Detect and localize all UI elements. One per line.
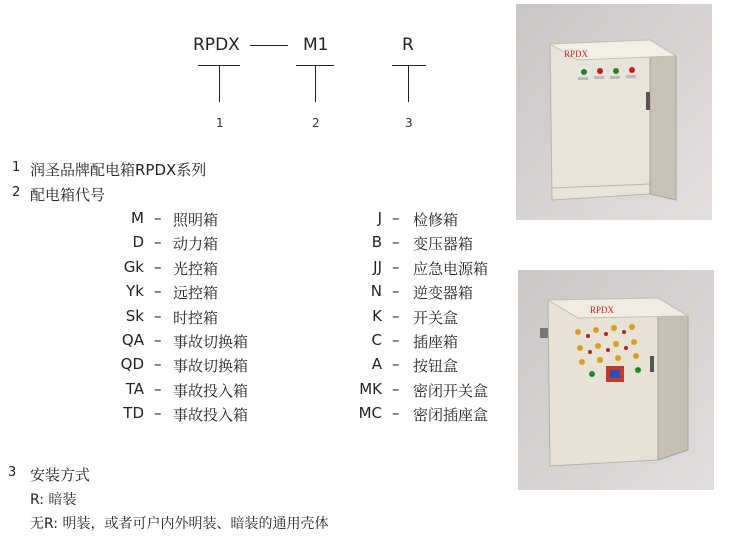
- type-label: 密闭开关盒: [413, 381, 489, 400]
- type-label: 变压器箱: [413, 235, 474, 254]
- type-dash: –: [392, 233, 400, 252]
- type-dash: –: [392, 306, 400, 325]
- item-2-number: 2: [12, 185, 21, 200]
- type-label: 事故投入箱: [173, 381, 249, 400]
- type-dash: –: [154, 306, 162, 325]
- type-code: QD: [120, 355, 144, 374]
- type-code: Gk: [123, 257, 144, 276]
- marker-bar-3: [392, 65, 426, 66]
- distribution-box-photo-bottom: [518, 270, 714, 490]
- type-label: 开关盒: [413, 308, 459, 327]
- type-label: 事故切换箱: [173, 333, 249, 351]
- marker-number-1: 1: [216, 116, 224, 130]
- type-dash: –: [392, 282, 400, 301]
- install-number: 3: [8, 465, 17, 480]
- type-code: TA: [125, 379, 144, 398]
- type-label: 逆变器箱: [413, 284, 474, 303]
- install-recessed: R: 暗装: [30, 492, 77, 508]
- type-dash: –: [154, 355, 162, 374]
- marker-stem-3: [408, 65, 409, 102]
- item-1-number: 1: [12, 160, 21, 175]
- type-label: 光控箱: [173, 259, 219, 278]
- type-code: J: [377, 209, 382, 227]
- type-dash: –: [154, 379, 162, 398]
- code-connector-line: [250, 45, 288, 46]
- marker-stem-1: [219, 65, 220, 102]
- code-part-m1: M1: [303, 35, 329, 55]
- type-code: Sk: [125, 306, 144, 325]
- type-code: Yk: [126, 282, 144, 301]
- code-part-rpdx: RPDX: [193, 35, 240, 55]
- install-title: 安装方式: [30, 466, 91, 484]
- marker-number-2: 2: [312, 116, 320, 130]
- type-dash: –: [154, 331, 162, 349]
- distribution-box-bottom-image: [518, 270, 714, 490]
- type-label: 动力箱: [173, 235, 219, 254]
- distribution-box-top-image: [516, 4, 712, 220]
- type-code: TD: [123, 404, 144, 423]
- type-label: 密闭插座盒: [413, 406, 489, 425]
- type-dash: –: [392, 355, 400, 374]
- item-2-text: 配电箱代号: [30, 186, 106, 204]
- type-code: M: [131, 209, 144, 227]
- marker-stem-2: [315, 65, 316, 102]
- type-code: D: [132, 233, 144, 252]
- type-dash: –: [154, 404, 162, 423]
- type-dash: –: [154, 233, 162, 252]
- type-label: 事故投入箱: [173, 406, 249, 425]
- top-box-label: RPDX: [564, 49, 589, 59]
- type-label: 按钮盒: [413, 357, 459, 376]
- type-dash: –: [392, 404, 400, 423]
- type-code: K: [372, 306, 382, 325]
- type-label: 应急电源箱: [413, 259, 489, 278]
- code-part-r: R: [402, 35, 414, 55]
- type-code: MC: [358, 404, 382, 423]
- type-label: 插座箱: [413, 333, 459, 351]
- type-dash: –: [392, 379, 400, 398]
- type-dash: –: [154, 282, 162, 301]
- type-label: 事故切换箱: [173, 357, 249, 376]
- cropped-heading-fragment: [30, 0, 120, 2]
- type-code: B: [371, 233, 382, 252]
- type-dash: –: [392, 257, 400, 276]
- install-surface: 无R: 明装，或者可户内外明装、暗装的通用壳体: [30, 516, 329, 532]
- item-1-text: 润圣品牌配电箱RPDX系列: [30, 161, 207, 179]
- type-dash: –: [392, 209, 400, 227]
- type-label: 远控箱: [173, 284, 219, 303]
- type-label: 检修箱: [413, 211, 459, 229]
- type-code: MK: [359, 379, 382, 398]
- type-code: A: [371, 355, 382, 374]
- type-dash: –: [154, 209, 162, 227]
- type-row: [0, 233, 732, 257]
- type-label: 照明箱: [173, 211, 219, 229]
- type-code: C: [371, 331, 382, 349]
- bottom-box-label: RPDX: [590, 305, 615, 315]
- type-code: JJ: [373, 257, 382, 276]
- type-dash: –: [154, 257, 162, 276]
- type-dash: –: [392, 331, 400, 349]
- distribution-box-photo-top: [516, 4, 712, 220]
- type-code: N: [370, 282, 382, 301]
- marker-number-3: 3: [405, 116, 413, 130]
- type-label: 时控箱: [173, 308, 219, 327]
- type-code: QA: [121, 331, 144, 349]
